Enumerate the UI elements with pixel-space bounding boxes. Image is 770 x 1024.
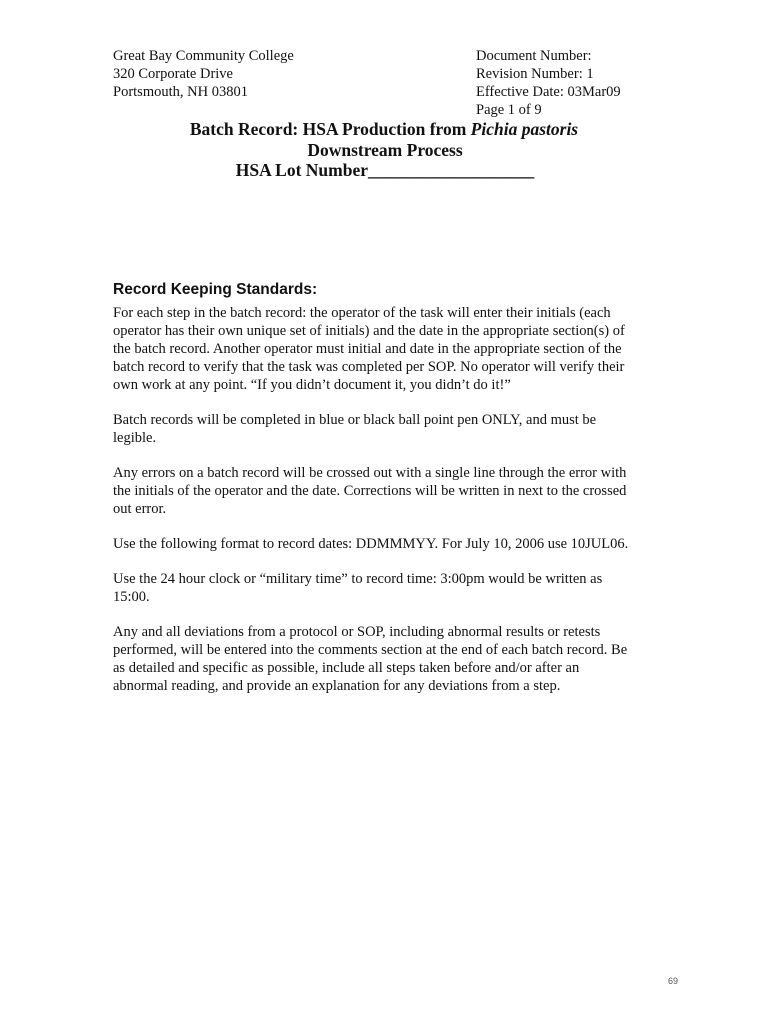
paragraph-errors: [113, 464, 661, 518]
text-line: 15:00.: [113, 589, 150, 605]
text-line: batch record to verify that the task was completed per SOP. No operator will verify their: [113, 359, 625, 375]
paragraph-date-format: [113, 535, 661, 553]
text-line: out error.: [113, 501, 167, 517]
title-line-2: Downstream Process: [307, 139, 463, 160]
text-line: the initials of the operator and the date. Corrections will be written in next to the crossed: [113, 483, 627, 499]
text-line: Batch records will be completed in blue or black ball point pen ONLY, and must be: [113, 412, 597, 428]
institution-name: Great Bay Community College: [113, 48, 294, 64]
institution-street: 320 Corporate Drive: [113, 66, 233, 82]
text-line: Use the 24 hour clock or “military time” to record time: 3:00pm would be written as: [113, 571, 603, 587]
effective-date: Effective Date: 03Mar09: [476, 84, 621, 100]
document-info-block: [476, 47, 621, 119]
text-line: operator has their own unique set of initials) and the date in the appropriate section(s) of: [113, 323, 625, 339]
paragraph-pen: [113, 411, 661, 447]
text-line: Any and all deviations from a protocol or SOP, including abnormal results or retests: [113, 624, 601, 640]
page-count: Page 1 of 9: [476, 102, 542, 118]
text-line: Any errors on a batch record will be crossed out with a single line through the error with: [113, 465, 627, 481]
document-title: [0, 119, 770, 181]
paragraph-time-format: [113, 570, 661, 606]
text-line: Use the following format to record dates: DDMMMYY. For July 10, 2006 use 10JUL06.: [113, 536, 629, 552]
institution-address-block: [113, 47, 294, 101]
text-line: the batch record. Another operator must initial and date in the appropriate section of the: [113, 341, 622, 357]
text-line: own work at any point. “If you didn’t document it, you didn’t do it!”: [113, 377, 511, 393]
document-number: Document Number:: [476, 48, 592, 64]
title-prefix: Batch Record: HSA Production from: [189, 119, 471, 139]
text-line: For each step in the batch record: the operator of the task will enter their initials (each: [113, 305, 611, 321]
paragraph-deviations: [113, 623, 661, 695]
body-text: [113, 304, 661, 712]
section-heading: Record Keeping Standards:: [113, 281, 318, 298]
text-line: as detailed and specific as possible, include all steps taken before and/or after an: [113, 660, 580, 676]
text-line: abnormal reading, and provide an explanation for any deviations from a step.: [113, 678, 561, 694]
paragraph-initials: [113, 304, 661, 394]
text-line: performed, will be entered into the comments section at the end of each batch record. Be: [113, 642, 628, 658]
text-line: legible.: [113, 430, 157, 446]
lot-number-field: HSA Lot Number___________________: [235, 160, 535, 180]
title-line-1: [0, 119, 770, 140]
page-number: 69: [668, 976, 679, 986]
institution-city: Portsmouth, NH 03801: [113, 84, 248, 100]
title-organism: Pichia pastoris: [470, 119, 579, 139]
revision-number: Revision Number: 1: [476, 66, 594, 82]
